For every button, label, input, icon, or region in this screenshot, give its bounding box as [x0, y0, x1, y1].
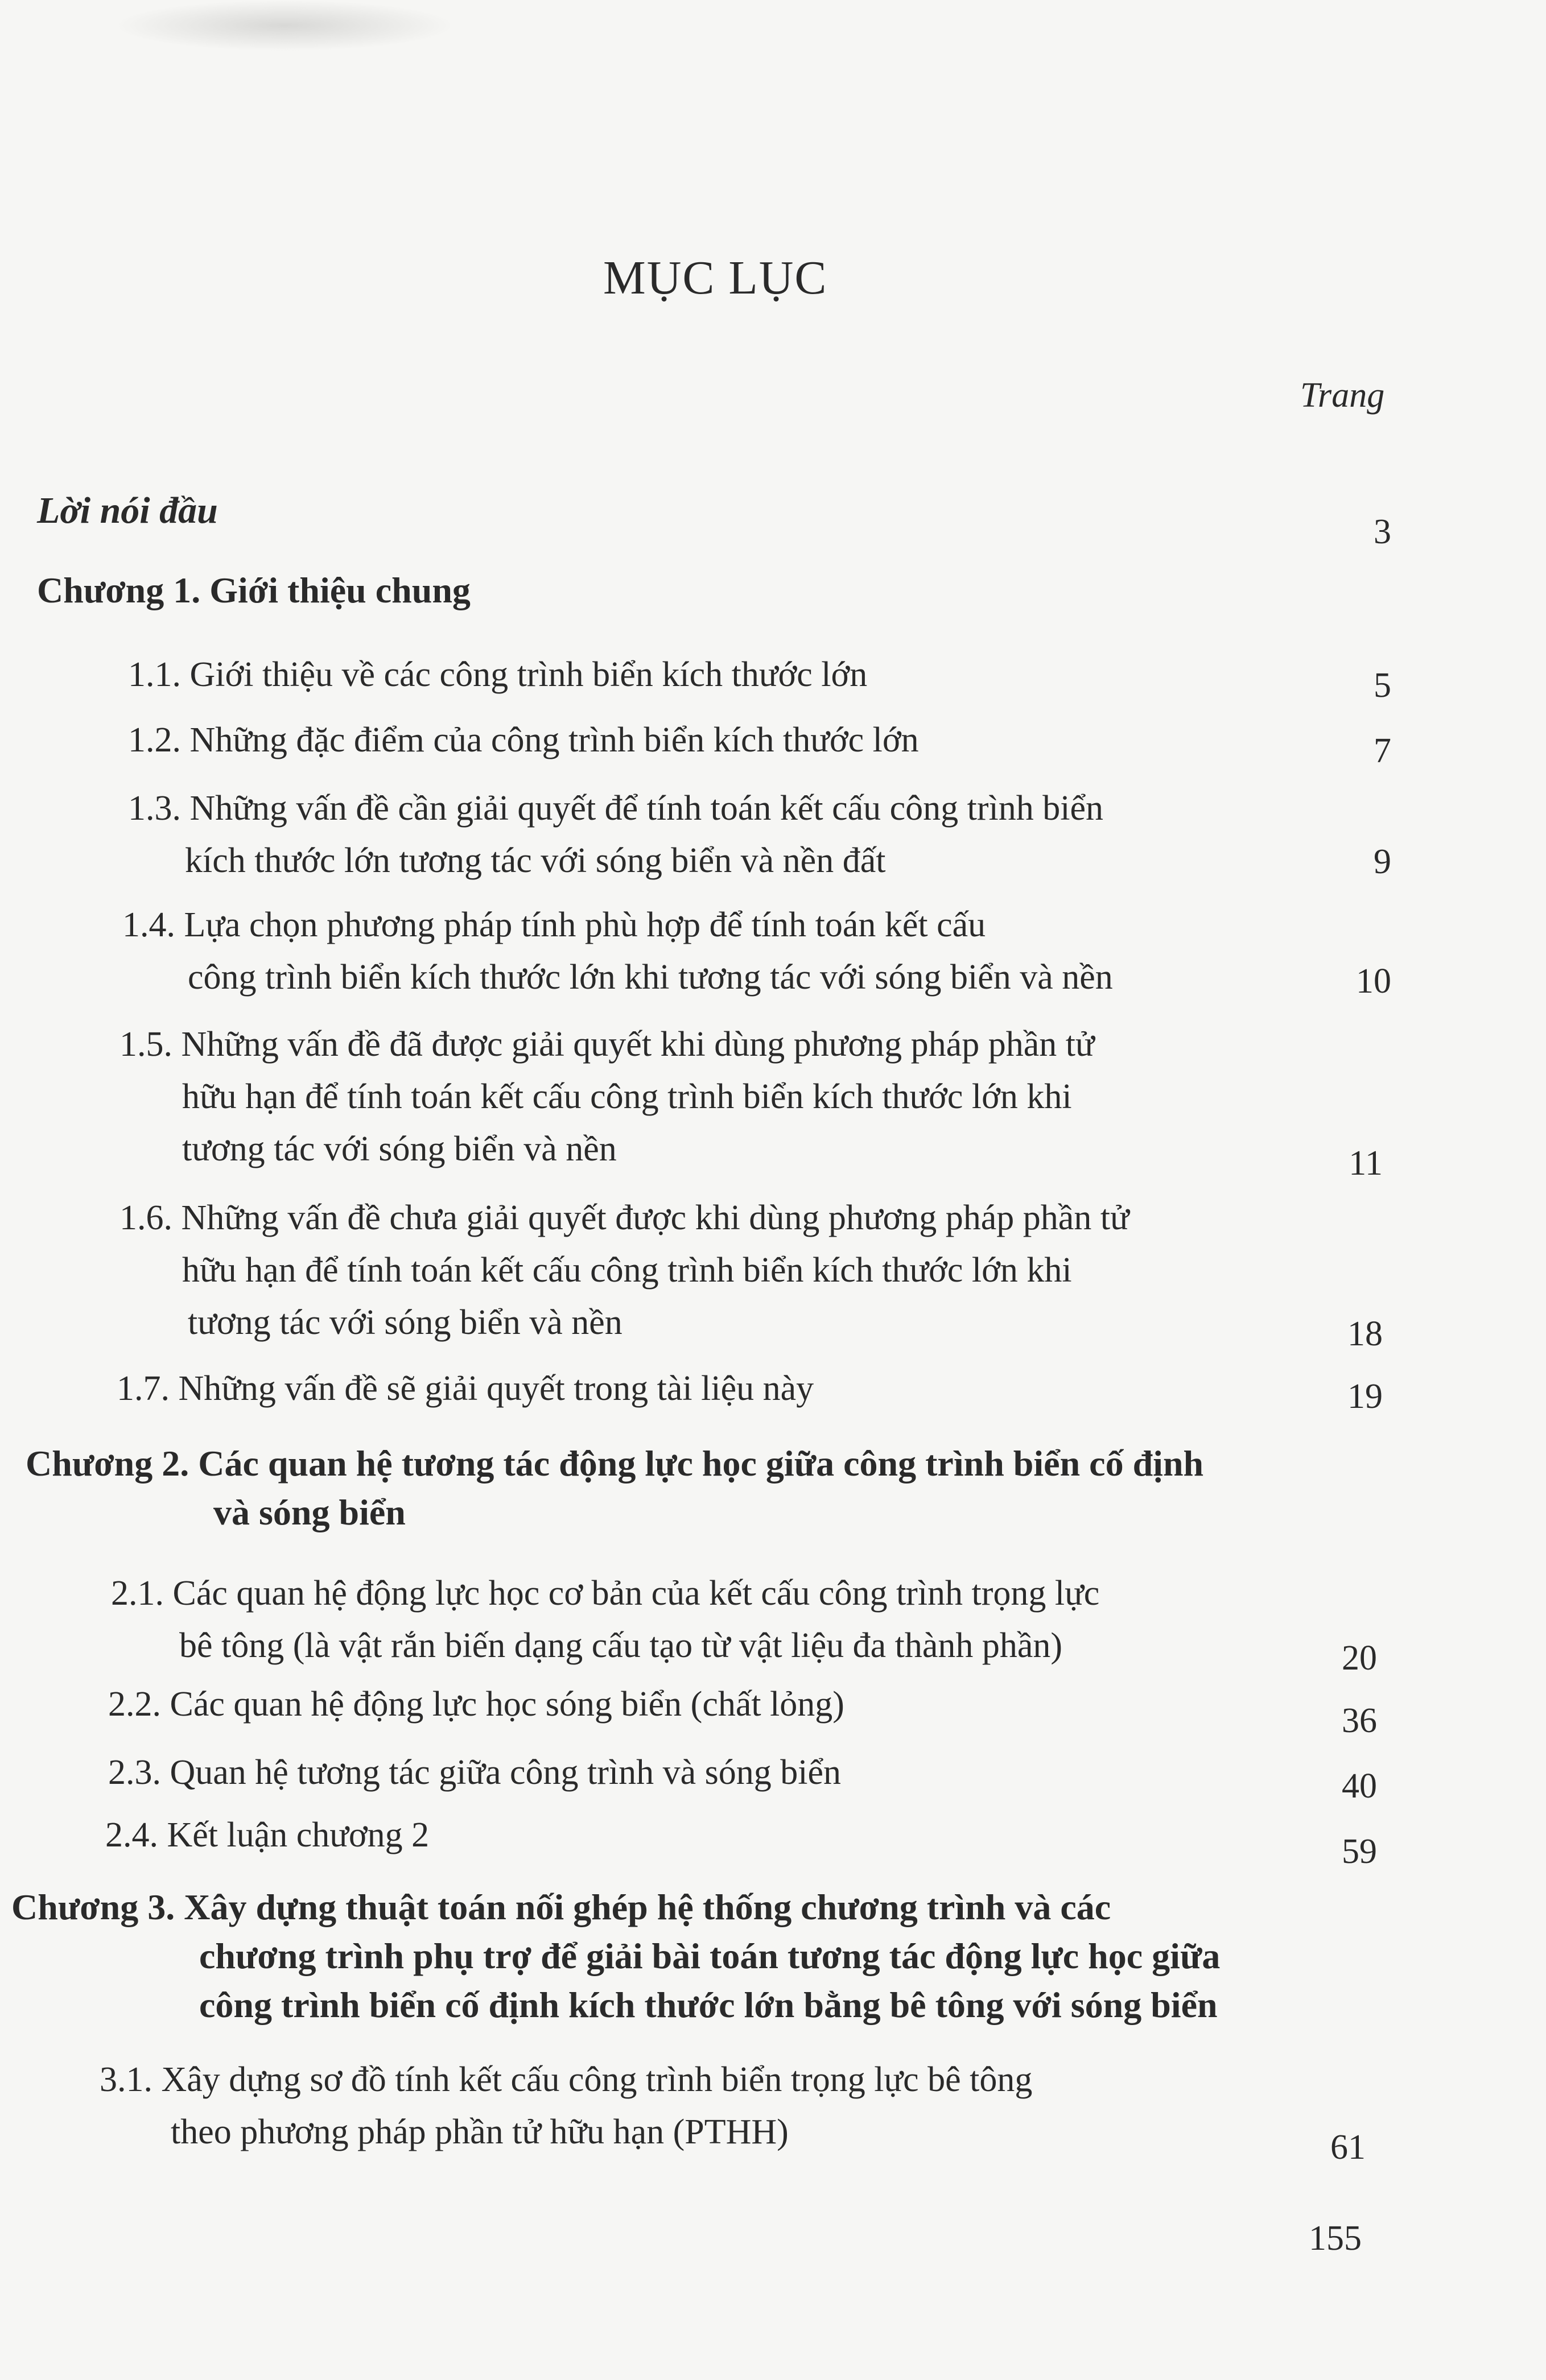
footer-page-number: 155: [1309, 2219, 1362, 2258]
toc-entry-1-4: 1.4. Lựa chọn phương pháp tính phù hợp để tính toán kết cấu công trình biển kích thước lớn khi tương tác với sóng biển và nền: [122, 906, 1113, 997]
toc-page-1-4: 10: [1356, 962, 1391, 1001]
preface-page: 3: [1374, 513, 1391, 551]
chapter-2-title: Chương 2. Các quan hệ tương tác động lực học giữa công trình biển cố định và sóng biển: [26, 1443, 1204, 1532]
toc-entry-1-6: 1.6. Những vấn đề chưa giải quyết được khi dùng phương pháp phần tử hữu hạn để tính toán kết cấu công trình biển kích thước lớn khi tương tác với sóng biển và nền: [119, 1199, 1129, 1342]
toc-page-1-1: 5: [1374, 666, 1391, 705]
page-title: MỤC LỤC: [603, 251, 828, 304]
toc-entry-1-2: 1.2. Những đặc điểm của công trình biển kích thước lớn: [128, 721, 919, 759]
toc-page-1-2: 7: [1374, 732, 1391, 770]
toc-page-2-1: 20: [1342, 1639, 1377, 1677]
toc-page-2-4: 59: [1342, 1832, 1377, 1871]
page-column-label: Trang: [1300, 376, 1385, 415]
toc-entry-2-3: 2.3. Quan hệ tương tác giữa công trình và sóng biển: [108, 1753, 842, 1792]
toc-entry-1-3: 1.3. Những vấn đề cần giải quyết để tính toán kết cấu công trình biển kích thước lớn tương tác với sóng biển và nền đất: [128, 789, 1104, 880]
chapter-3-title: Chương 3. Xây dựng thuật toán nối ghép hệ thống chương trình và các chương trình phụ trợ để giải bài toán tương tác động lực học giữa công trình biển cố định kích thước lớn bằng bê tông với sóng biển: [11, 1887, 1221, 2025]
toc-page-1-7: 19: [1347, 1377, 1383, 1416]
scan-shadow: [114, 0, 455, 51]
toc-page-1-6: 18: [1347, 1315, 1383, 1353]
toc-entry-2-1: 2.1. Các quan hệ động lực học cơ bản của kết cấu công trình trọng lực bê tông (là vật rắn biến dạng cấu tạo từ vật liệu đa thành phần): [111, 1574, 1100, 1665]
toc-entry-1-7: 1.7. Những vấn đề sẽ giải quyết trong tài liệu này: [117, 1369, 814, 1408]
toc-entry-2-4: 2.4. Kết luận chương 2: [105, 1816, 430, 1854]
toc-page-1-3: 9: [1374, 842, 1391, 881]
toc-page-3-1: 61: [1330, 2128, 1366, 2167]
toc-page-1-5: 11: [1349, 1144, 1383, 1183]
toc-entry-1-1: 1.1. Giới thiệu về các công trình biển kích thước lớn: [128, 655, 868, 694]
toc-entry-1-5: 1.5. Những vấn đề đã được giải quyết khi dùng phương pháp phần tử hữu hạn để tính toán kết cấu công trình biển kích thước lớn khi tương tác với sóng biển và nền: [119, 1025, 1095, 1168]
toc-page-2-2: 36: [1342, 1701, 1377, 1740]
toc-entry-2-2: 2.2. Các quan hệ động lực học sóng biển (chất lỏng): [108, 1685, 844, 1724]
chapter-1-title: Chương 1. Giới thiệu chung: [37, 570, 471, 610]
toc-entry-3-1: 3.1. Xây dựng sơ đồ tính kết cấu công trình biển trọng lực bê tông theo phương pháp phần tử hữu hạn (PTHH): [100, 2060, 1033, 2151]
toc-page-2-3: 40: [1342, 1767, 1377, 1805]
preface-label: Lời nói đầu: [37, 490, 218, 531]
